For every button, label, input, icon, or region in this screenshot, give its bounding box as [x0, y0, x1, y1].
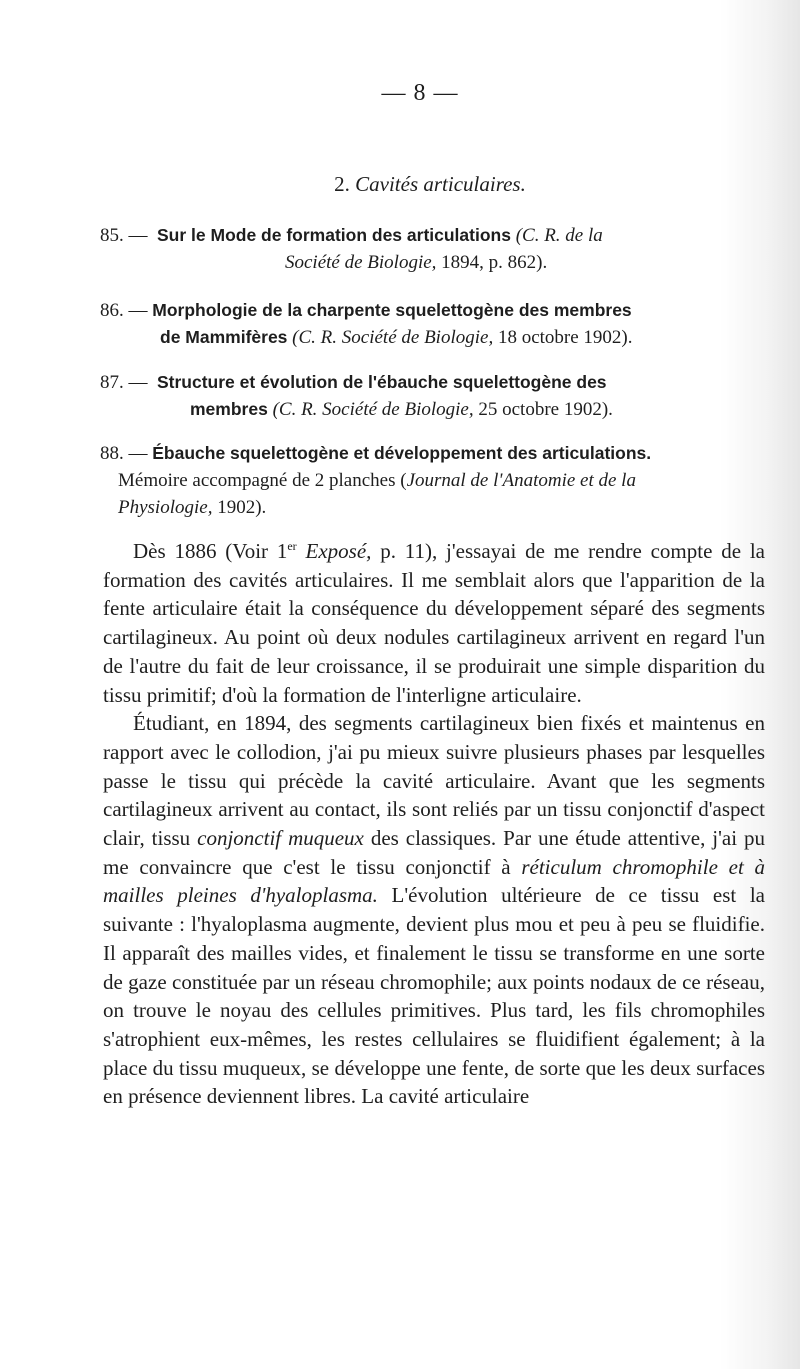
reference-title: membres	[190, 399, 268, 419]
reference-85	[100, 222, 760, 276]
reference-88	[100, 440, 760, 521]
reference-citation: Société de Biologie,	[285, 252, 437, 273]
section-number: 2.	[334, 172, 350, 196]
reference-citation: (C. R. Société de Biologie,	[292, 327, 494, 348]
reference-title: Structure et évolution de l'ébauche squelettogène des	[157, 372, 607, 392]
reference-title: Sur le Mode de formation des articulations	[157, 225, 511, 245]
reference-number: 87. —	[100, 372, 148, 393]
reference-citation: (C. R. Société de Biologie,	[272, 399, 474, 420]
reference-citation: Journal de l'Anatomie et de la	[406, 470, 636, 491]
page-number: — 8 —	[381, 80, 459, 106]
paragraph-text: Étudiant, en 1894, des segments cartilagineux bien fixés et maintenus en rapport avec le collodion, j'ai pu mieux suivre plusieurs phases par lesquelles passe le tissu qui précède la cavité articulaire. Avant que les segments cartilagineux arrivent au contact, ils sont reliés par un tissu conjonctif d'aspect clair, tissu	[103, 711, 765, 851]
paragraph-text: L'évolution ultérieure de ce tissu est la suivante : l'hyaloplasma augmente, devient plus mou et peu à peu se fluidifie. Il apparaît des mailles vides, et finalement le tissu se transforme en une sorte de gaze constituée par un réseau chromophile; aux points nodaux de ce réseau, on trouve le noyau des cellules primitives. Plus tard, les fils chromophiles s'atrophient eux-mêmes, les restes cellulaires se fluidifient également; à la place du tissu muqueux, se développe une fente, de sorte que les deux surfaces en présence deviennent libres. La cavité articulaire	[103, 883, 765, 1109]
paragraph-1	[103, 537, 765, 709]
reference-citation-date: 1902).	[217, 497, 267, 518]
reference-citation-date: 1894, p. 862).	[441, 252, 548, 273]
reference-citation-date: 25 octobre 1902).	[478, 399, 613, 420]
superscript: er	[287, 539, 297, 553]
reference-number: 86. —	[100, 300, 148, 321]
reference-citation: Physiologie,	[118, 497, 213, 518]
reference-number: 88. —	[100, 443, 148, 464]
emphasis: conjonctif muqueux	[197, 826, 364, 851]
paragraph-2	[103, 709, 765, 1111]
reference-title: de Mammifères	[160, 327, 288, 347]
reference-87	[100, 369, 760, 423]
emphasis: Exposé,	[305, 539, 372, 563]
paragraph-text: des classiques. Par une étude attentive, j'ai pu me convaincre que c'est le tissu conjonctif à	[103, 826, 766, 879]
emphasis: réticulum chromophile et à mailles pleines d'hyaloplasma.	[103, 854, 766, 908]
reference-86	[100, 297, 760, 351]
reference-citation: (C. R. de la	[515, 225, 603, 246]
paragraph-text: p. 11), j'essayai de me rendre compte de la formation des cavités articulaires. Il me semblait alors que l'apparition de la fente articulaire était la conséquence du développement séparé des segments cartilagineux. Au point où deux nodules cartilagineux arrivent en regard l'un de l'autre du fait de leur croissance, il se produirait une simple disparition du tissu primitif; d'où la formation de l'interligne articulaire.	[103, 539, 766, 707]
reference-number: 85. —	[100, 225, 148, 246]
reference-title: Morphologie de la charpente squelettogène des membres	[152, 300, 632, 320]
paragraph-text: Dès 1886 (Voir 1	[133, 539, 288, 563]
reference-note: Mémoire accompagné de 2 planches (	[118, 470, 407, 491]
reference-title: Ébauche squelettogène et développement des articulations.	[152, 443, 652, 463]
section-title-text: Cavités articulaires.	[355, 172, 526, 196]
body-text	[103, 537, 765, 1111]
reference-citation-date: 18 octobre 1902).	[497, 327, 633, 348]
section-heading	[0, 172, 800, 197]
